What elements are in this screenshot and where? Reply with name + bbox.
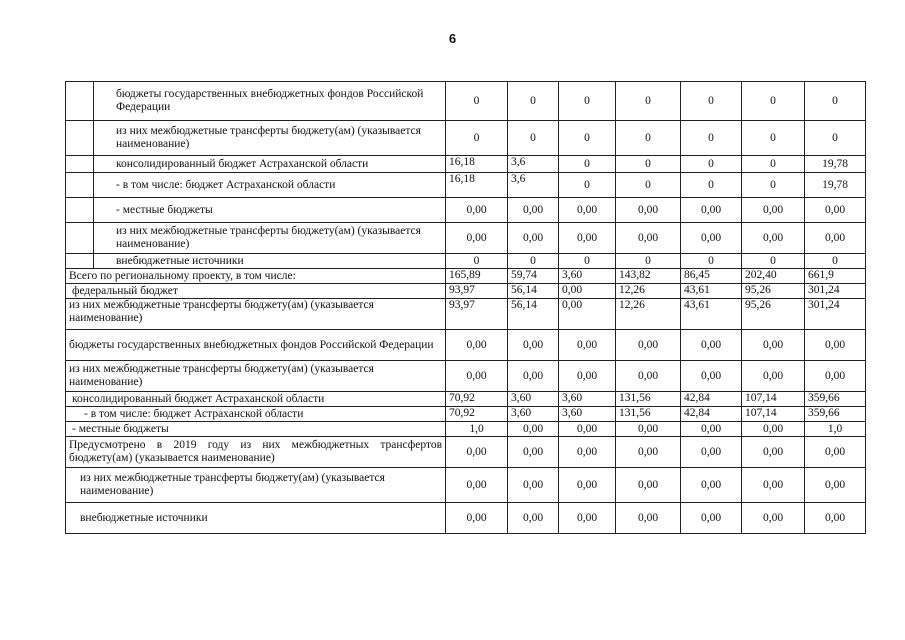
value-cell: 0,00 <box>805 198 866 223</box>
value-cell: 0 <box>446 121 508 156</box>
value-cell: 0,00 <box>805 330 866 361</box>
table-row <box>66 121 866 156</box>
value-cell: 0 <box>559 121 616 156</box>
value-cell: 0,00 <box>559 503 616 534</box>
empty-cell <box>66 223 94 254</box>
value-cell: 0 <box>681 173 742 198</box>
table-row <box>66 468 866 503</box>
empty-cell <box>66 156 94 173</box>
value-cell: 0,00 <box>742 223 805 254</box>
table-row <box>66 173 866 198</box>
table-row <box>66 503 866 534</box>
row-label: консолидированный бюджет Астраханской области <box>94 156 446 173</box>
table-row <box>66 437 866 468</box>
value-cell: 0,00 <box>559 284 616 299</box>
value-cell: 0 <box>446 82 508 121</box>
value-cell: 0,00 <box>681 468 742 503</box>
value-cell: 0 <box>805 82 866 121</box>
value-cell: 0 <box>616 173 681 198</box>
value-cell: 107,14 <box>742 392 805 407</box>
table-row <box>66 284 866 299</box>
value-cell: 0,00 <box>508 468 559 503</box>
value-cell: 0 <box>616 254 681 269</box>
value-cell: 107,14 <box>742 407 805 422</box>
value-cell: 3,60 <box>508 407 559 422</box>
row-label: внебюджетные источники <box>94 254 446 269</box>
table-row <box>66 361 866 392</box>
value-cell: 0,00 <box>559 198 616 223</box>
value-cell: 0 <box>559 173 616 198</box>
value-cell: 0,00 <box>742 437 805 468</box>
value-cell: 0,00 <box>559 330 616 361</box>
table-row <box>66 422 866 437</box>
value-cell: 0 <box>616 156 681 173</box>
value-cell: 0,00 <box>681 503 742 534</box>
value-cell: 0 <box>559 254 616 269</box>
row-label: Всего по региональному проекту, в том числе: <box>66 269 446 284</box>
row-label: из них межбюджетные трансферты бюджету(ам) (указывается наименование) <box>66 468 446 503</box>
value-cell: 0,00 <box>616 198 681 223</box>
value-cell: 301,24 <box>805 299 866 330</box>
value-cell: 0,00 <box>616 361 681 392</box>
value-cell: 143,82 <box>616 269 681 284</box>
value-cell: 42,84 <box>681 392 742 407</box>
value-cell: 0 <box>681 82 742 121</box>
value-cell: 0 <box>559 82 616 121</box>
value-cell: 86,45 <box>681 269 742 284</box>
value-cell: 70,92 <box>446 392 508 407</box>
value-cell: 0 <box>446 254 508 269</box>
value-cell: 93,97 <box>446 284 508 299</box>
value-cell: 0 <box>508 82 559 121</box>
row-label: - местные бюджеты <box>66 422 446 437</box>
table-row <box>66 223 866 254</box>
row-label: бюджеты государственных внебюджетных фондов Российской Федерации <box>94 82 446 121</box>
value-cell: 43,61 <box>681 284 742 299</box>
value-cell: 70,92 <box>446 407 508 422</box>
value-cell: 0,00 <box>805 503 866 534</box>
value-cell: 0,00 <box>681 437 742 468</box>
value-cell: 0,00 <box>681 223 742 254</box>
value-cell: 0 <box>742 254 805 269</box>
value-cell: 0 <box>681 254 742 269</box>
table-row <box>66 330 866 361</box>
value-cell: 202,40 <box>742 269 805 284</box>
value-cell: 0,00 <box>446 468 508 503</box>
value-cell: 95,26 <box>742 299 805 330</box>
value-cell: 0,00 <box>446 330 508 361</box>
value-cell: 0,00 <box>559 223 616 254</box>
row-label: из них межбюджетные трансферты бюджету(ам) (указывается наименование) <box>94 223 446 254</box>
value-cell: 1,0 <box>446 422 508 437</box>
value-cell: 0,00 <box>616 422 681 437</box>
value-cell: 0,00 <box>446 503 508 534</box>
value-cell: 0,00 <box>446 198 508 223</box>
value-cell: 0,00 <box>559 361 616 392</box>
value-cell: 3,6 <box>508 173 559 198</box>
value-cell: 0 <box>681 156 742 173</box>
value-cell: 0,00 <box>616 330 681 361</box>
empty-cell <box>66 121 94 156</box>
value-cell: 19,78 <box>805 173 866 198</box>
value-cell: 0,00 <box>616 503 681 534</box>
value-cell: 301,24 <box>805 284 866 299</box>
value-cell: 0,00 <box>805 223 866 254</box>
row-label: - в том числе: бюджет Астраханской области <box>66 407 446 422</box>
value-cell: 59,74 <box>508 269 559 284</box>
value-cell: 56,14 <box>508 284 559 299</box>
value-cell: 0,00 <box>508 223 559 254</box>
value-cell: 0,00 <box>446 361 508 392</box>
page-number: 6 <box>448 31 457 46</box>
budget-table <box>65 81 866 534</box>
row-label: федеральный бюджет <box>66 284 446 299</box>
row-label: - местные бюджеты <box>94 198 446 223</box>
value-cell: 131,56 <box>616 407 681 422</box>
value-cell: 0,00 <box>446 223 508 254</box>
value-cell: 0 <box>742 82 805 121</box>
value-cell: 0,00 <box>742 503 805 534</box>
value-cell: 0 <box>616 82 681 121</box>
value-cell: 0 <box>742 173 805 198</box>
value-cell: 0 <box>742 121 805 156</box>
value-cell: 0,00 <box>508 422 559 437</box>
value-cell: 93,97 <box>446 299 508 330</box>
value-cell: 12,26 <box>616 284 681 299</box>
value-cell: 0,00 <box>559 299 616 330</box>
value-cell: 12,26 <box>616 299 681 330</box>
value-cell: 43,61 <box>681 299 742 330</box>
value-cell: 0,00 <box>681 361 742 392</box>
value-cell: 0 <box>805 254 866 269</box>
row-label: из них межбюджетные трансферты бюджету(ам) (указывается наименование) <box>66 299 446 330</box>
value-cell: 0,00 <box>681 330 742 361</box>
value-cell: 0,00 <box>616 223 681 254</box>
value-cell: 0,00 <box>805 361 866 392</box>
value-cell: 0,00 <box>446 437 508 468</box>
value-cell: 0,00 <box>742 361 805 392</box>
value-cell: 56,14 <box>508 299 559 330</box>
value-cell: 0,00 <box>742 468 805 503</box>
value-cell: 0,00 <box>742 330 805 361</box>
value-cell: 0,00 <box>508 330 559 361</box>
table-row <box>66 299 866 330</box>
table-row <box>66 82 866 121</box>
empty-cell <box>66 82 94 121</box>
value-cell: 3,60 <box>508 392 559 407</box>
table-row <box>66 269 866 284</box>
row-label: из них межбюджетные трансферты бюджету(ам) (указывается наименование) <box>94 121 446 156</box>
value-cell: 16,18 <box>446 173 508 198</box>
value-cell: 359,66 <box>805 392 866 407</box>
table-row <box>66 156 866 173</box>
value-cell: 42,84 <box>681 407 742 422</box>
row-label: - в том числе: бюджет Астраханской области <box>94 173 446 198</box>
value-cell: 165,89 <box>446 269 508 284</box>
value-cell: 3,60 <box>559 269 616 284</box>
value-cell: 0 <box>508 254 559 269</box>
value-cell: 16,18 <box>446 156 508 173</box>
value-cell: 0,00 <box>616 437 681 468</box>
value-cell: 0 <box>508 121 559 156</box>
value-cell: 95,26 <box>742 284 805 299</box>
empty-cell <box>66 254 94 269</box>
value-cell: 1,0 <box>805 422 866 437</box>
value-cell: 0,00 <box>681 422 742 437</box>
row-label: внебюджетные источники <box>66 503 446 534</box>
table-row <box>66 407 866 422</box>
value-cell: 0 <box>616 121 681 156</box>
value-cell: 0,00 <box>681 198 742 223</box>
empty-cell <box>66 198 94 223</box>
value-cell: 0,00 <box>742 198 805 223</box>
value-cell: 0,00 <box>508 503 559 534</box>
value-cell: 0 <box>559 156 616 173</box>
value-cell: 661,9 <box>805 269 866 284</box>
row-label: Предусмотрено в 2019 году из них межбюджетных трансфертов бюджету(ам) (указывается наименование) <box>66 437 446 468</box>
value-cell: 0,00 <box>559 468 616 503</box>
row-label: из них межбюджетные трансферты бюджету(ам) (указывается наименование) <box>66 361 446 392</box>
value-cell: 0,00 <box>616 468 681 503</box>
value-cell: 3,60 <box>559 392 616 407</box>
row-label: бюджеты государственных внебюджетных фондов Российской Федерации <box>66 330 446 361</box>
table-row <box>66 392 866 407</box>
row-label: консолидированный бюджет Астраханской области <box>66 392 446 407</box>
value-cell: 19,78 <box>805 156 866 173</box>
table-row <box>66 254 866 269</box>
value-cell: 0,00 <box>508 361 559 392</box>
table-row <box>66 198 866 223</box>
value-cell: 0,00 <box>559 422 616 437</box>
value-cell: 0 <box>805 121 866 156</box>
value-cell: 0 <box>742 156 805 173</box>
value-cell: 0,00 <box>508 437 559 468</box>
value-cell: 3,60 <box>559 407 616 422</box>
value-cell: 131,56 <box>616 392 681 407</box>
value-cell: 359,66 <box>805 407 866 422</box>
empty-cell <box>66 173 94 198</box>
value-cell: 0,00 <box>508 198 559 223</box>
value-cell: 0,00 <box>805 437 866 468</box>
value-cell: 0 <box>681 121 742 156</box>
value-cell: 0,00 <box>559 437 616 468</box>
value-cell: 3,6 <box>508 156 559 173</box>
value-cell: 0,00 <box>742 422 805 437</box>
value-cell: 0,00 <box>805 468 866 503</box>
